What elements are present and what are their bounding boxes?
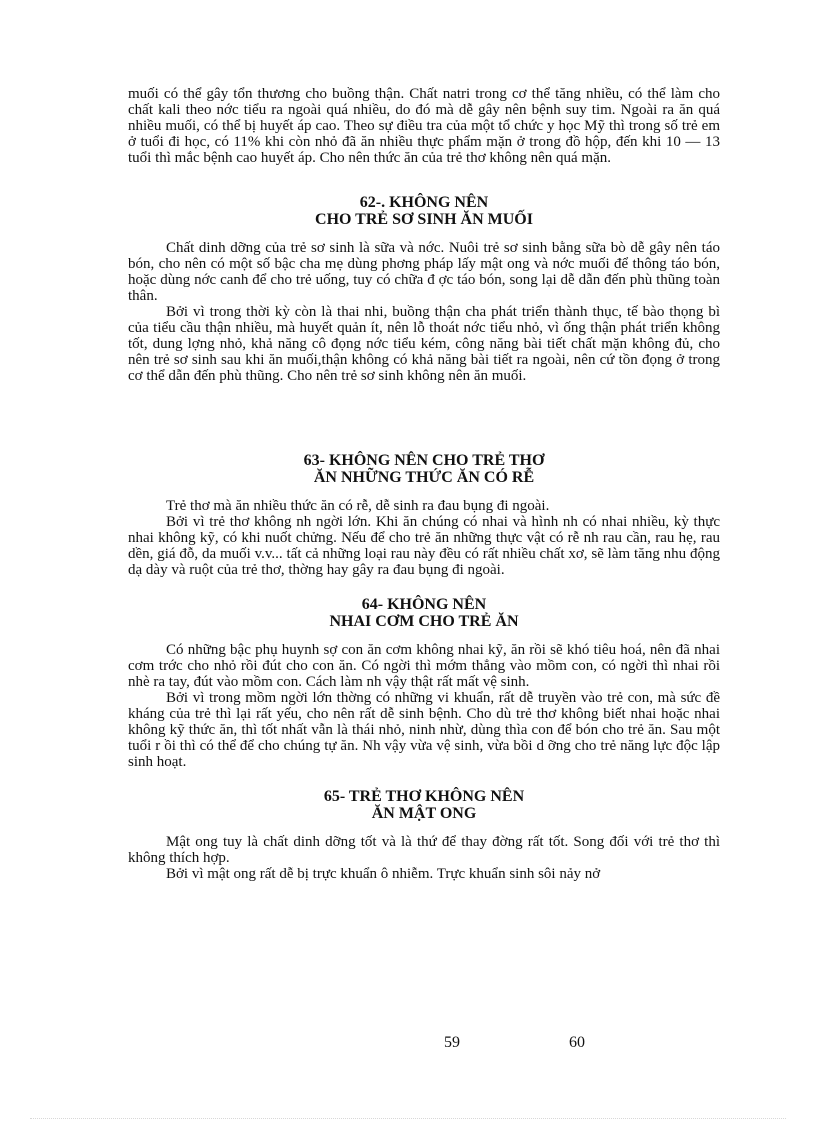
intro-paragraph: muối có thể gây tổn thương cho buồng thận. Chất natri trong cơ thể tăng nhiều, có thể làm cho chất kali theo nớc tiểu ra ngoài quá nhiều, do đó mà dễ gây nên bệnh suy tim. Ngoài ra ăn quá nhiều muối, có thể bị huyết áp cao. Theo sự điều tra của một tổ chức y học Mỹ thì trong số trẻ em ở tuổi đi học, có 11% khi còn nhỏ đã ăn nhiều thực phẩm mặn ở trong đồ hộp, đến khi 10 — 13 tuổi thì mắc bệnh cao huyết áp. Cho nên thức ăn của trẻ thơ không nên quá mặn.: [128, 86, 720, 166]
paragraph: Bởi vì trẻ thơ không nh ngời lớn. Khi ăn chúng có nhai và hình nh có nhai nhiều, kỳ thực nhai không kỹ, có khi nuốt chửng. Nếu để cho trẻ ăn những thực vật có rễ nh rau cần, rau hẹ, rau dền, giá đỗ, da muối v.v... tất cả những loại rau này đều có rất nhiều chất xơ, sẽ làm tăng nhu động dạ dày và ruột của trẻ thơ, thờng hay gây ra đau bụng đi ngoài.: [128, 514, 720, 578]
section-heading: [128, 194, 720, 228]
paragraph: Có những bậc phụ huynh sợ con ăn cơm không nhai kỹ, ăn rồi sẽ khó tiêu hoá, nên đã nhai cơm trớc cho nhỏ rồi đút cho con ăn. Có ngời thì mớm thẳng vào mồm con, có ngời thì nhai rồi nhè ra tay, đút vào mồm con. Cách làm nh vậy thật rất mất vệ sinh.: [128, 642, 720, 690]
paragraph: Bởi vì trong mồm ngời lớn thờng có những vi khuẩn, rất dễ truyền vào trẻ con, mà sức đề kháng của trẻ thì lại rất yếu, cho nên rất dễ sinh bệnh. Cho dù trẻ thơ không biết nhai hoặc nhai không kỹ thức ăn, thì tốt nhất vẫn là thái nhỏ, ninh nhừ, dùng thìa con để bón cho trẻ ăn. Sau một tuổi r ồi thì có thể để cho chúng tự ăn. Nh vậy vừa vệ sinh, vừa bồi d ỡng cho trẻ năng lực độc lập sinh hoạt.: [128, 690, 720, 770]
heading-line-1: 64- KHÔNG NÊN: [361, 596, 487, 613]
page-content: [128, 86, 720, 882]
paragraph: Trẻ thơ mà ăn nhiều thức ăn có rễ, dễ sinh ra đau bụng đi ngoài.: [166, 498, 550, 514]
heading-line-1: 65- TRẺ THƠ KHÔNG NÊN: [323, 788, 525, 805]
heading-line-2: NHAI CƠM CHO TRẺ ĂN: [329, 613, 519, 630]
bottom-divider: [30, 1118, 786, 1119]
heading-line-1: 62-. KHÔNG NÊN: [359, 194, 489, 211]
section-62: [128, 194, 720, 384]
section-64: [128, 596, 720, 770]
heading-line-2: CHO TRẺ SƠ SINH ĂN MUỐI: [315, 211, 533, 228]
page-number-left: 59: [444, 1034, 460, 1051]
page-number-right: 60: [569, 1034, 585, 1051]
heading-line-2: ĂN MẬT ONG: [371, 805, 477, 822]
section-heading: [128, 452, 720, 486]
heading-line-1: 63- KHÔNG NÊN CHO TRẺ THƠ: [303, 452, 545, 469]
heading-line-2: ĂN NHỮNG THỨC ĂN CÓ RỄ: [313, 469, 535, 486]
section-63: [128, 452, 720, 578]
section-heading: [128, 596, 720, 630]
paragraph: Bởi vì trong thời kỳ còn là thai nhi, buồng thận cha phát triển thành thục, tế bào thọng bì của tiểu cầu thận nhiều, mà huyết quản ít, nên lỗ thoát nớc tiểu nhỏ, vì ống thận phát triển không tốt, dung lợng nhỏ, khả năng cô đọng nớc tiểu kém, công năng bài tiết chất mặn không đủ, cho nên trẻ sơ sinh sau khi ăn muối,thận không có khả năng bài tiết ra ngoài, nên cứ tồn đọng ở trong cơ thể dẫn đến phù thũng. Cho nên trẻ sơ sinh không nên ăn muối.: [128, 304, 720, 384]
paragraph: Bởi vì mật ong rất dễ bị trực khuẩn ô nhiễm. Trực khuẩn sinh sôi nảy nở: [166, 866, 601, 882]
page-footer: [0, 1034, 816, 1054]
section-65: [128, 788, 720, 882]
paragraph: Chất dinh dỡng của trẻ sơ sinh là sữa và nớc. Nuôi trẻ sơ sinh bằng sữa bò dễ gây nên táo bón, cho nên có một số bậc cha mẹ dùng phơng pháp lấy mật ong và nớc muối để thông táo bón, hoặc dùng nớc canh để cho trẻ uống, tuy có chữa đ ợc táo bón, song lại dễ dẫn đến phù thũng toàn thân.: [128, 240, 720, 304]
paragraph: Mật ong tuy là chất dinh dỡng tốt và là thứ để thay đờng rất tốt. Song đối với trẻ thơ thì không thích hợp.: [128, 834, 720, 866]
section-heading: [128, 788, 720, 822]
